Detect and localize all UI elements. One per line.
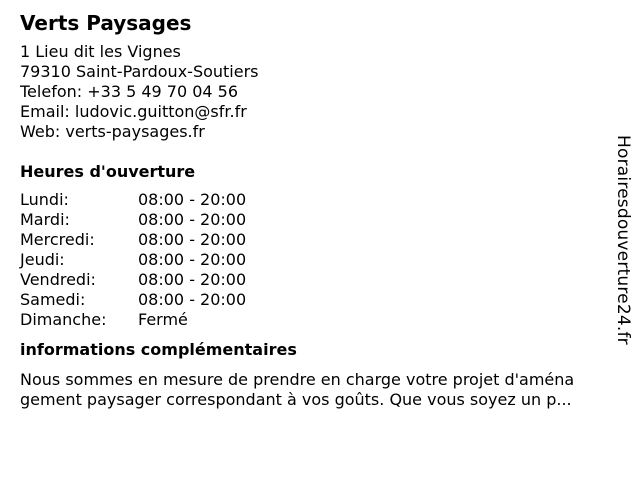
hours-row-jeudi — [20, 250, 620, 270]
description-line-2: gement paysager correspondant à vos goûts. Que vous soyez un p... — [20, 390, 572, 409]
web-text: Web: verts-paysages.fr — [20, 122, 205, 141]
day-label: Mardi: — [20, 210, 70, 229]
time-value: 08:00 - 20:00 — [138, 230, 247, 249]
contact-block — [20, 42, 620, 142]
hours-row-samedi — [20, 290, 620, 310]
description-line-1: Nous sommes en mesure de prendre en charge votre projet d'aména — [20, 370, 575, 389]
day-label: Samedi: — [20, 290, 86, 309]
info-description — [20, 370, 620, 410]
email-text: Email: ludovic.guitton@sfr.fr — [20, 102, 247, 121]
time-value: 08:00 - 20:00 — [138, 250, 247, 269]
hours-row-mercredi — [20, 230, 620, 250]
phone-text: Telefon: +33 5 49 70 04 56 — [20, 82, 239, 101]
hours-table — [20, 190, 620, 330]
day-label: Mercredi: — [20, 230, 95, 249]
business-card — [20, 10, 620, 410]
day-label: Dimanche: — [20, 310, 107, 329]
business-name: Verts Paysages — [20, 11, 192, 35]
time-value: 08:00 - 20:00 — [138, 190, 247, 209]
hours-row-lundi — [20, 190, 620, 210]
time-value: 08:00 - 20:00 — [138, 270, 247, 289]
day-label: Lundi: — [20, 190, 69, 209]
address-line-2: 79310 Saint-Pardoux-Soutiers — [20, 62, 259, 81]
time-value: 08:00 - 20:00 — [138, 290, 247, 309]
info-heading: informations complémentaires — [20, 340, 297, 359]
hours-row-vendredi — [20, 270, 620, 290]
day-label: Vendredi: — [20, 270, 96, 289]
day-label: Jeudi: — [20, 250, 65, 269]
hours-row-mardi — [20, 210, 620, 230]
time-value: Fermé — [138, 310, 188, 329]
hours-heading: Heures d'ouverture — [20, 162, 196, 181]
address-line-1: 1 Lieu dit les Vignes — [20, 42, 181, 61]
hours-row-dimanche — [20, 310, 620, 330]
site-watermark: Horairesdouverture24.fr — [613, 135, 633, 345]
time-value: 08:00 - 20:00 — [138, 210, 247, 229]
